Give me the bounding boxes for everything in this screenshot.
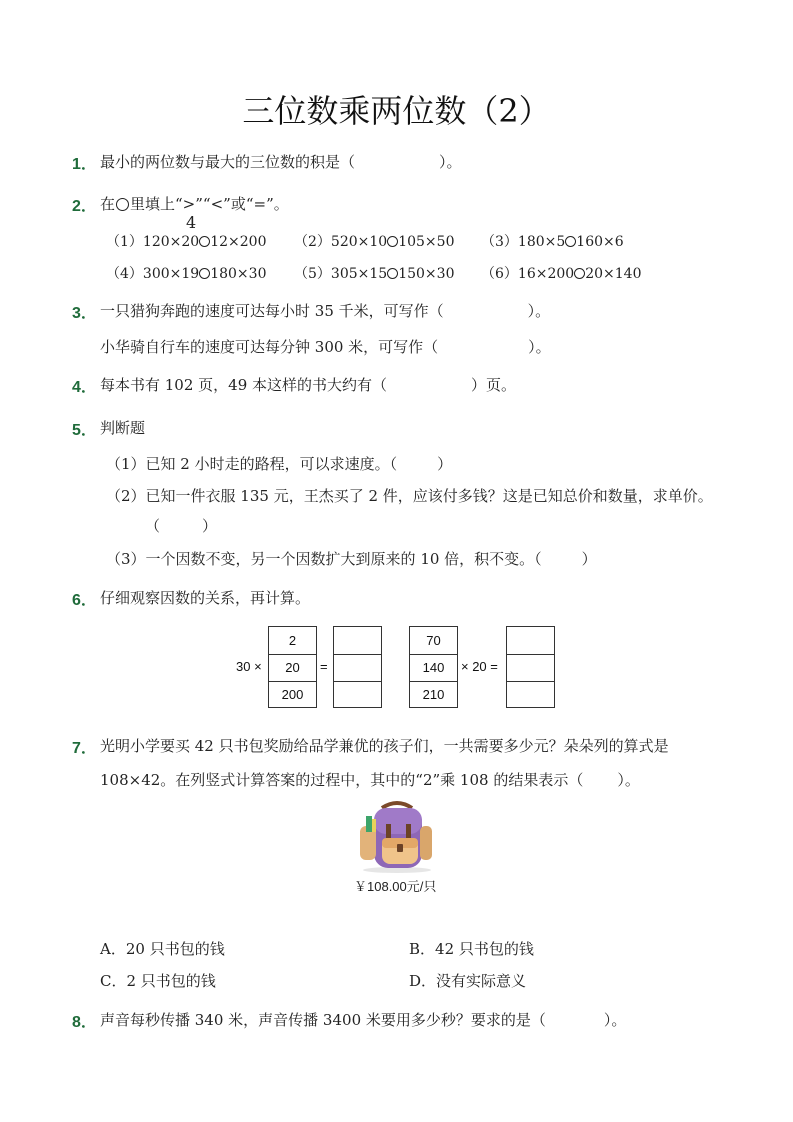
question-1	[72, 151, 97, 174]
factor-column-1	[268, 626, 317, 708]
question-number: 5．	[72, 422, 97, 439]
answer-column-1[interactable]	[333, 626, 382, 708]
question-1-text	[100, 151, 462, 172]
judge-item-1: （1）已知 2 小时走的路程，可以求速度。（ ）	[106, 455, 453, 473]
compare-item-2: （2）520×10 105×50	[294, 234, 455, 250]
factor-cell: 2	[288, 633, 297, 648]
question-number: 8．	[72, 1014, 97, 1031]
paren-close: ）。	[439, 153, 462, 171]
question-number: 7．	[72, 740, 97, 757]
price-label: ￥108.00元/只	[354, 879, 437, 894]
circle-blank-icon	[116, 198, 129, 211]
question-3-line-2: 小华骑自行车的速度可达每分钟 300 米，可写作（ ）。	[100, 338, 551, 356]
question-text: 里填上“>”“<”或“=”。	[130, 195, 289, 213]
question-number: 4．	[72, 379, 97, 396]
factor-cell: 210	[422, 687, 445, 702]
compare-item-5: （5）305×15 150×30	[294, 266, 455, 282]
compare-circle-icon[interactable]	[387, 268, 398, 279]
question-8-text: 声音每秒传播 340 米，声音传播 3400 米要用多少秒？要求的是（ ）。	[100, 1011, 627, 1029]
question-number: 3．	[72, 305, 97, 322]
factor-column-2	[409, 626, 458, 708]
option-a[interactable]: A．20 只书包的钱	[100, 940, 225, 958]
compare-circle-icon[interactable]	[565, 236, 576, 247]
stray-mark: 4	[186, 213, 197, 232]
option-c[interactable]: C．2 只书包的钱	[100, 972, 216, 990]
option-b[interactable]: B．42 只书包的钱	[409, 940, 534, 958]
question-text-lead: 在	[100, 195, 116, 213]
question-7-line-1: 光明小学要买 42 只书包奖励给品学兼优的孩子们，一共需要多少元？朵朵列的算式是	[100, 737, 669, 755]
factor-cell: 70	[426, 633, 441, 648]
backpack-icon	[352, 800, 438, 874]
answer-column-2[interactable]	[506, 626, 555, 708]
question-6-text: 仔细观察因数的关系，再计算。	[100, 589, 311, 607]
question-text: 最小的两位数与最大的三位数的积是（	[100, 153, 356, 171]
right-factor: × 20 =	[461, 659, 498, 674]
factor-cell: 20	[285, 660, 300, 675]
left-factor: 30 ×	[236, 659, 262, 674]
question-number: 2．	[72, 198, 97, 215]
compare-circle-icon[interactable]	[574, 268, 585, 279]
compare-item-4: （4）300×19 180×30	[106, 266, 267, 282]
page-title: 三位数乘两位数（2）	[242, 92, 551, 130]
question-7-line-2: 108×42。在列竖式计算答案的过程中，其中的“2”乘 108 的结果表示（ ）。	[100, 771, 640, 789]
judge-item-2: （2）已知一件衣服 135 元，王杰买了 2 件，应该付多钱？这是已知总价和数量，求单价。	[106, 487, 713, 505]
judge-item-3: （3）一个因数不变，另一个因数扩大到原来的 10 倍，积不变。（ ）	[106, 550, 597, 568]
factor-cell: 140	[422, 660, 445, 675]
question-number: 1．	[72, 156, 97, 173]
compare-item-3: （3）180×5 160×6	[481, 234, 624, 250]
question-2-text	[100, 193, 289, 214]
compare-circle-icon[interactable]	[199, 268, 210, 279]
judge-item-2-paren: （ ）	[145, 517, 218, 535]
equals-sign: =	[320, 659, 328, 674]
question-5-title: 判断题	[100, 419, 146, 437]
option-d[interactable]: D．没有实际意义	[409, 972, 527, 990]
compare-item-6: （6）16×200 20×140	[481, 266, 642, 282]
factor-cell: 200	[281, 687, 304, 702]
question-number: 6．	[72, 592, 97, 609]
compare-circle-icon[interactable]	[199, 236, 210, 247]
question-3-line-1: 一只猎狗奔跑的速度可达每小时 35 千米，可写作（ ）。	[100, 302, 551, 320]
compare-circle-icon[interactable]	[387, 236, 398, 247]
question-4-text: 每本书有 102 页，49 本这样的书大约有（ ）页。	[100, 376, 517, 394]
compare-item-1: （1）120×20 12×200	[106, 234, 267, 250]
